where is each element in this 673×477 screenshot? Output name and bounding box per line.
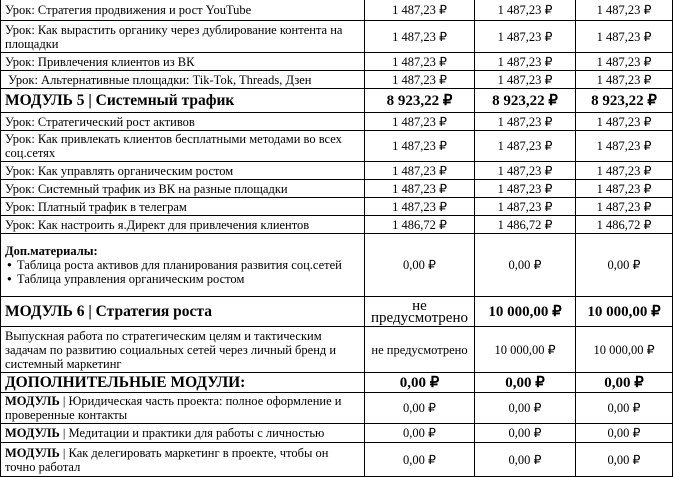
price-cell: 1 487,23 ₽	[475, 162, 576, 180]
price-cell: 1 487,23 ₽	[365, 180, 475, 198]
table-row	[1, 424, 673, 443]
price-cell: 1 486,72 ₽	[475, 216, 576, 234]
row-title: Урок: Платный трафик в телеграм	[1, 198, 365, 216]
price-cell: 1 487,23 ₽	[475, 71, 576, 89]
price-cell: 0,00 ₽	[576, 443, 673, 477]
table-row	[1, 131, 673, 162]
table-row	[1, 216, 673, 234]
price-cell: 10 000,00 ₽	[475, 327, 576, 373]
module-row	[1, 297, 673, 327]
materials-heading: Доп.материалы:	[5, 244, 98, 258]
module-label: МОДУЛЬ	[5, 394, 60, 408]
price-cell: 1 487,23 ₽	[576, 71, 673, 89]
table-row	[1, 180, 673, 198]
price-cell: 10 000,00 ₽	[475, 297, 576, 327]
list-item: ● Таблица роста активов для планирования развития соц.сетей	[7, 258, 360, 272]
row-title: Выпускная работа по стратегическим целям и тактическим задачам по развитию социальных сетей через личный бренд и системный маркетинг	[1, 327, 365, 373]
price-cell: 1 487,23 ₽	[576, 113, 673, 131]
price-cell: не предусмотрено	[365, 297, 475, 327]
table-row	[1, 327, 673, 373]
price-cell: 10 000,00 ₽	[576, 297, 673, 327]
price-cell: 1 487,23 ₽	[576, 21, 673, 53]
price-cell: 1 487,23 ₽	[475, 113, 576, 131]
price-cell: 0,00 ₽	[576, 393, 673, 424]
row-title	[1, 443, 365, 477]
price-cell: 1 487,23 ₽	[365, 198, 475, 216]
price-cell: 1 487,23 ₽	[475, 198, 576, 216]
table-row	[1, 53, 673, 71]
row-title: Урок: Привлечения клиентов из ВК	[1, 53, 365, 71]
module-row	[1, 89, 673, 113]
price-cell: 1 487,23 ₽	[576, 162, 673, 180]
price-cell: 0,00 ₽	[365, 443, 475, 477]
price-cell: 8 923,22 ₽	[576, 89, 673, 113]
row-title: Урок: Как настроить я.Директ для привлечения клиентов	[1, 216, 365, 234]
row-title: Урок: Как вырастить органику через дублирование контента на площадки	[1, 21, 365, 53]
row-title	[1, 234, 365, 297]
price-cell: 8 923,22 ₽	[365, 89, 475, 113]
row-title: Урок: Как управлять органическим ростом	[1, 162, 365, 180]
price-cell: 1 487,23 ₽	[365, 162, 475, 180]
price-cell: 1 487,23 ₽	[576, 53, 673, 71]
row-title: МОДУЛЬ 6 | Стратегия роста	[1, 297, 365, 327]
price-cell: 10 000,00 ₽	[576, 327, 673, 373]
row-title: Урок: Альтернативные площадки: Tik-Tok, Threads, Дзен	[1, 71, 365, 89]
row-title: Урок: Системный трафик из ВК на разные площадки	[1, 180, 365, 198]
module-title: | Как делегировать маркетинг в проекте, чтобы он точно работал	[5, 445, 329, 474]
table-row	[1, 234, 673, 297]
module-title: | Юридическая часть проекта: полное оформление и проверенные контакты	[5, 394, 342, 422]
module-label: МОДУЛЬ	[5, 426, 60, 440]
price-cell: 0,00 ₽	[475, 373, 576, 393]
price-cell: не предусмотрено	[365, 327, 475, 373]
price-cell: 0,00 ₽	[365, 393, 475, 424]
price-cell: 0,00 ₽	[475, 443, 576, 477]
price-cell: 1 487,23 ₽	[475, 131, 576, 162]
module-row	[1, 373, 673, 393]
price-cell: 0,00 ₽	[576, 424, 673, 443]
price-cell: 1 487,23 ₽	[475, 21, 576, 53]
price-cell: 0,00 ₽	[576, 373, 673, 393]
table-row	[1, 443, 673, 477]
price-cell: 1 486,72 ₽	[576, 216, 673, 234]
table-row	[1, 113, 673, 131]
price-cell: 1 487,23 ₽	[365, 71, 475, 89]
price-cell: 1 487,23 ₽	[475, 180, 576, 198]
module-title: | Медитации и практики для работы с личностью	[59, 426, 325, 440]
price-cell: 1 487,23 ₽	[576, 0, 673, 21]
price-cell: 0,00 ₽	[475, 393, 576, 424]
row-title: МОДУЛЬ 5 | Системный трафик	[1, 89, 365, 113]
price-cell: 1 487,23 ₽	[365, 113, 475, 131]
price-cell: 1 487,23 ₽	[365, 131, 475, 162]
price-cell: 1 487,23 ₽	[365, 0, 475, 21]
row-title	[1, 393, 365, 424]
row-title: Урок: Как привлекать клиентов бесплатными методами во всех соц.сетях	[1, 131, 365, 162]
price-cell: 1 487,23 ₽	[576, 131, 673, 162]
list-item: ● Таблица управления органическим ростом	[7, 272, 360, 286]
price-cell: 0,00 ₽	[365, 424, 475, 443]
table-row	[1, 198, 673, 216]
price-cell: 8 923,22 ₽	[475, 89, 576, 113]
price-cell: 0,00 ₽	[475, 234, 576, 297]
module-label: МОДУЛЬ	[5, 445, 60, 460]
price-cell: 1 487,23 ₽	[475, 0, 576, 21]
price-cell: 0,00 ₽	[365, 373, 475, 393]
table-row	[1, 71, 673, 89]
price-cell: 1 487,23 ₽	[365, 21, 475, 53]
row-title: Урок: Стратегический рост активов	[1, 113, 365, 131]
price-cell: 1 486,72 ₽	[365, 216, 475, 234]
price-cell: 1 487,23 ₽	[475, 53, 576, 71]
price-cell: 1 487,23 ₽	[576, 198, 673, 216]
table-row	[1, 162, 673, 180]
price-cell: 0,00 ₽	[576, 234, 673, 297]
materials-list	[5, 258, 360, 286]
table-row	[1, 393, 673, 424]
row-title: Урок: Стратегия продвижения и рост YouTube	[1, 0, 365, 21]
row-title: ДОПОЛНИТЕЛЬНЫЕ МОДУЛИ:	[1, 373, 365, 393]
price-cell: 1 487,23 ₽	[576, 180, 673, 198]
table-row	[1, 0, 673, 21]
price-cell: 0,00 ₽	[475, 424, 576, 443]
table-row	[1, 21, 673, 53]
price-cell: 1 487,23 ₽	[365, 53, 475, 71]
row-title	[1, 424, 365, 443]
price-cell: 0,00 ₽	[365, 234, 475, 297]
